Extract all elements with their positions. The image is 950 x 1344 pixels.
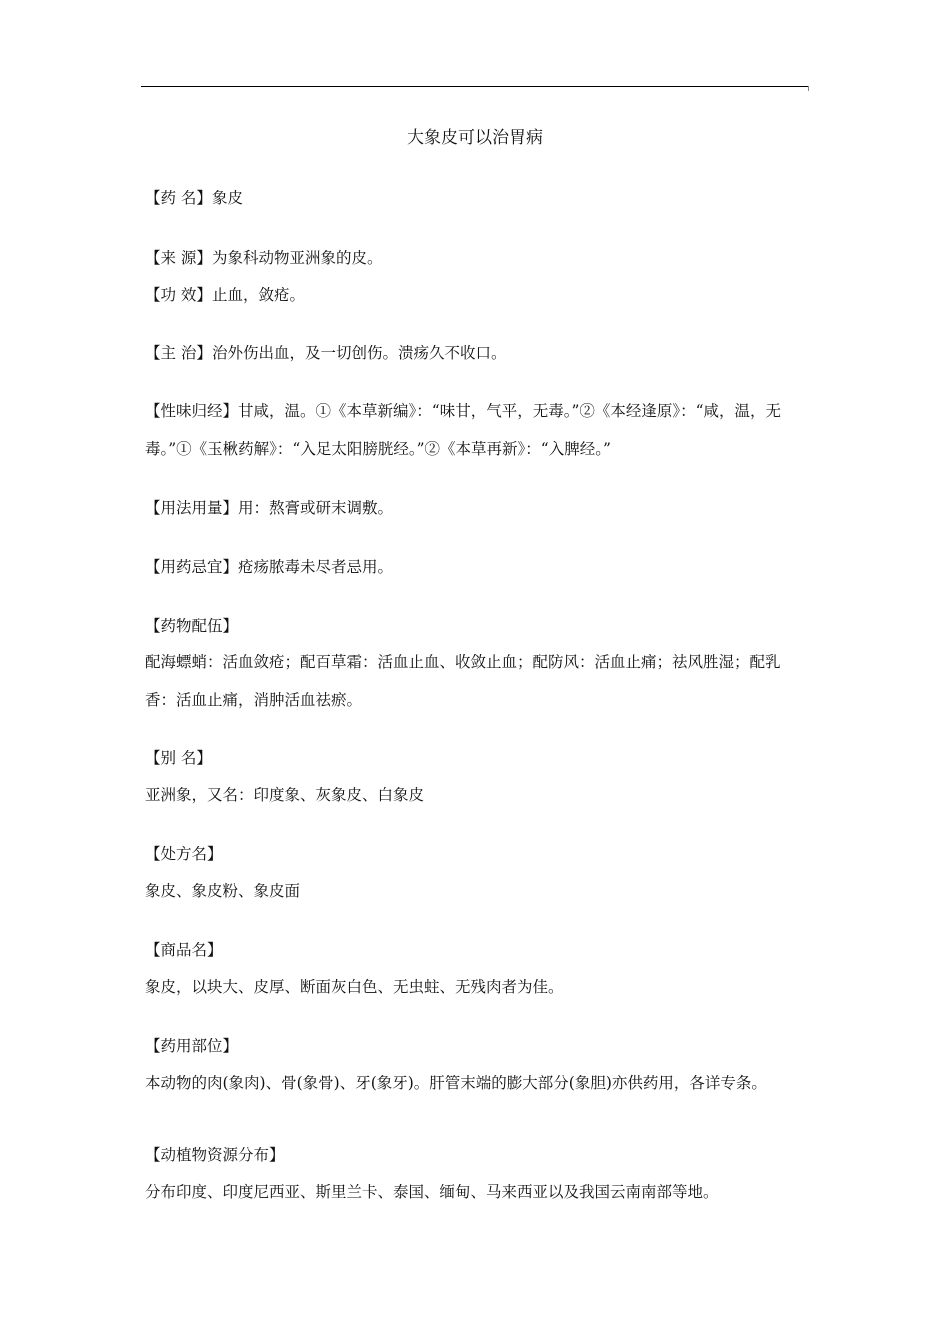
section-text: 用：熬膏或研末调敷。 (238, 499, 394, 517)
section-contraindications (145, 555, 810, 579)
section-nature-meridian (145, 392, 810, 468)
section-text: 为象科动物亚洲象的皮。 (211, 249, 383, 267)
section-dosage (145, 496, 810, 520)
section-text-prescription-name: 象皮、象皮粉、象皮面 (145, 882, 301, 900)
section-text-medicinal-part: 本动物的肉(象肉)、骨(象骨)、牙(象牙)。肝管末端的膨大部分(象胆)亦供药用，各详专条。 (145, 1074, 767, 1092)
section-efficacy (145, 283, 810, 307)
section-text-combination: 配海螵蛸：活血敛疮；配百草霜：活血止血、收敛止血；配防风：活血止痛；祛风胜湿；配乳香：活血止痛，消肿活血祛瘀。 (145, 653, 781, 709)
section-text: 疮疡脓毒未尽者忌用。 (238, 558, 394, 576)
section-label: 【药 名】 (145, 189, 212, 207)
section-heading-combination: 【药物配伍】 (145, 617, 239, 635)
section-label: 【性味归经】 (145, 402, 239, 420)
header-rule-end-mark (808, 86, 809, 91)
section-label: 【功 效】 (145, 286, 212, 304)
section-heading-distribution: 【动植物资源分布】 (145, 1146, 285, 1164)
section-label: 【主 治】 (145, 344, 212, 362)
section-label: 【来 源】 (145, 249, 212, 267)
section-label: 【用法用量】 (145, 499, 239, 517)
section-text-distribution: 分布印度、印度尼西亚、斯里兰卡、泰国、缅甸、马来西亚以及我国云南南部等地。 (145, 1183, 719, 1201)
section-label: 【用药忌宜】 (145, 558, 239, 576)
document-title: 大象皮可以治胃病 (407, 128, 543, 148)
section-text: 治外伤出血，及一切创伤。溃疡久不收口。 (211, 344, 507, 362)
section-source (145, 246, 810, 270)
section-text: 象皮 (211, 189, 243, 207)
section-text-alias: 亚洲象，又名：印度象、灰象皮、白象皮 (145, 786, 425, 804)
section-text: 甘咸，温。①《本草新编》：“味甘，气平，无毒。”②《本经逢原》：“咸，温，无毒。”①《玉楸药解》：“入足太阳膀胱经。”②《本草再新》：“入脾经。” (145, 402, 782, 458)
header-rule (141, 86, 809, 87)
section-drug-name (145, 186, 810, 210)
section-heading-medicinal-part: 【药用部位】 (145, 1037, 239, 1055)
section-heading-alias: 【别 名】 (145, 749, 212, 767)
section-heading-trade-name: 【商品名】 (145, 941, 223, 959)
section-text-trade-name: 象皮，以块大、皮厚、断面灰白色、无虫蛀、无残肉者为佳。 (145, 978, 564, 996)
section-indications (145, 341, 810, 365)
section-heading-prescription-name: 【处方名】 (145, 845, 223, 863)
section-text: 止血，敛疮。 (211, 286, 305, 304)
